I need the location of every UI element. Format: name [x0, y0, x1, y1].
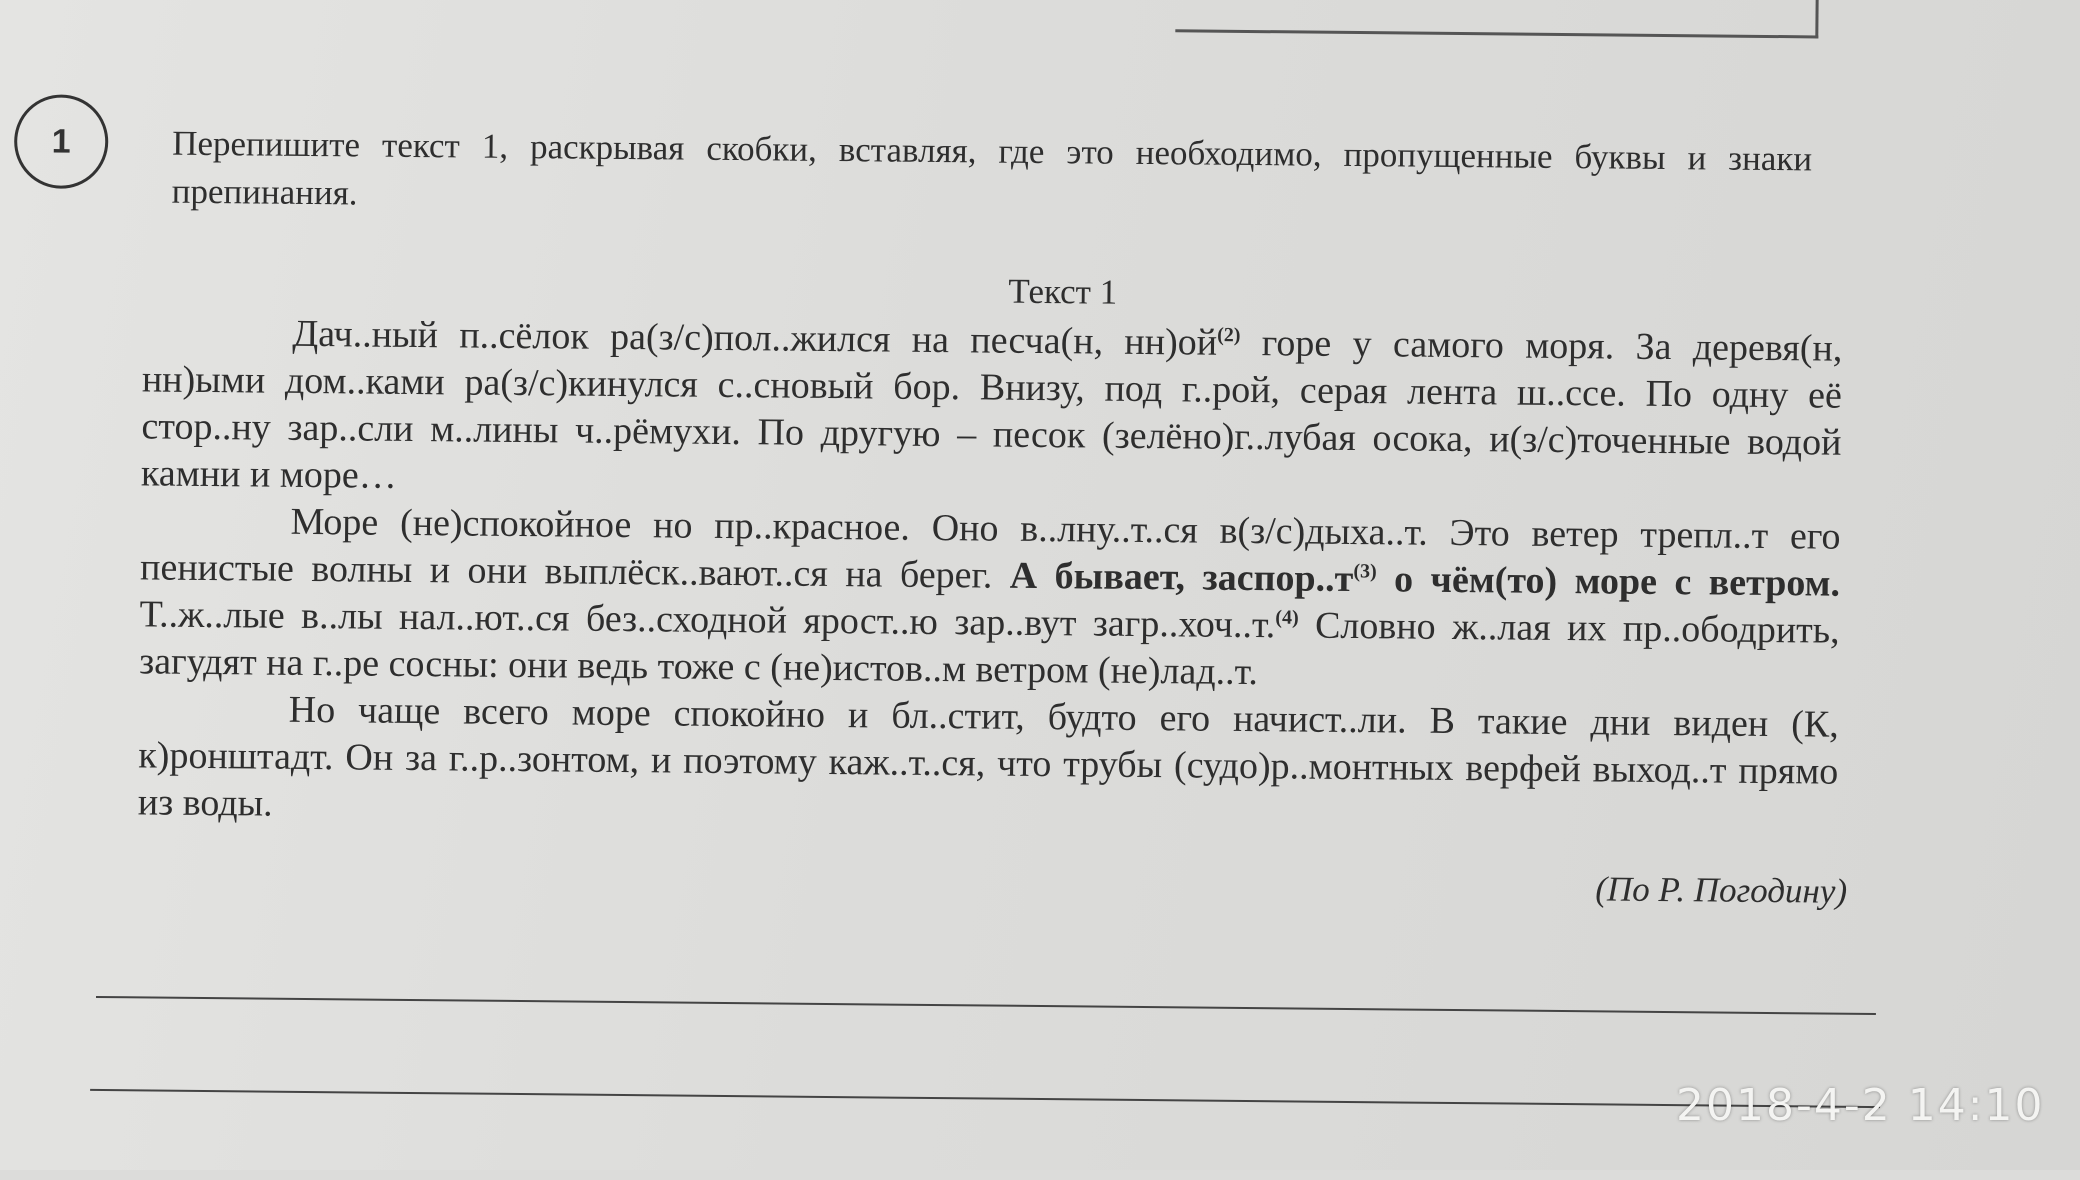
- footnote-mark-2: (2): [1217, 324, 1241, 347]
- answer-box-border: [1175, 0, 1818, 38]
- paragraph-2: [139, 497, 1841, 701]
- answer-line-1: [96, 996, 1876, 1015]
- paragraph-1-text: Дач..ный п..сёлок ра(з/с)пол..жился на песча(н, нн)ой: [292, 312, 1218, 364]
- paragraph-3: [138, 685, 1839, 842]
- task-number-circle: [14, 94, 109, 189]
- paragraph-1: [141, 309, 1843, 513]
- author-attribution: (По Р. Погодину): [1595, 869, 1848, 911]
- text-title: Текст 1: [1008, 271, 1118, 312]
- answer-line-2: [90, 1089, 1880, 1108]
- paragraph-1-rest: горе у самого моря. За деревя(н, нн)ыми дом..ками ра(з/с)кинулся с..сновый бор. Внизу, под г..рой, серая лента ш..ссе. По одну её стор..ну зар..сли м..лины ч..рёмухи. По другую – песок (зелёно)г..лубая осока, и(з/с)точенные водой камни и море…: [140, 321, 1843, 497]
- task-number: 1: [51, 121, 71, 161]
- photo-timestamp: 2018-4-2 14:10: [1676, 1080, 2045, 1131]
- footnote-mark-4: (4): [1275, 606, 1299, 629]
- paragraph-2-bold-b: о чём(то) море с ветром.: [1376, 558, 1841, 605]
- paragraph-3-text: Но чаще всего море спокойно и бл..стит, будто его начист..ли. В такие дни виден (К, к)ронштадт. Он за г..р..зонтом, и поэтому каж..т..ся, что трубы (судо)р..монтных верфей выход..т прямо из воды.: [137, 688, 1839, 825]
- paragraph-2-text-a: Море (не)спокойное но пр..красное. Оно в..лну..т..ся в(з/с)дыха..т. Это ветер трепл..т его пенистые волны и они выплёск..вают..ся на берег.: [139, 500, 1841, 597]
- exercise-text: [138, 309, 1843, 842]
- paragraph-2-text-b: Т..ж..лые в..лы нал..ют..ся без..сходной ярост..ю зар..вут загр..хоч..т.: [139, 593, 1276, 647]
- paragraph-2-bold-a: А бывает, заспор..т: [1009, 554, 1354, 601]
- task-instruction: Перепишите текст 1, раскрывая скобки, вставляя, где это необходимо, пропущенные буквы и знаки препинания.: [171, 123, 1813, 213]
- paragraph-2-text-c: Словно ж..лая их пр..ободрить, загудят на г..ре сосны: они ведь тоже с (не)истов..м ветром (не)лад..т.: [139, 604, 1840, 694]
- footnote-mark-3: (3): [1353, 560, 1377, 583]
